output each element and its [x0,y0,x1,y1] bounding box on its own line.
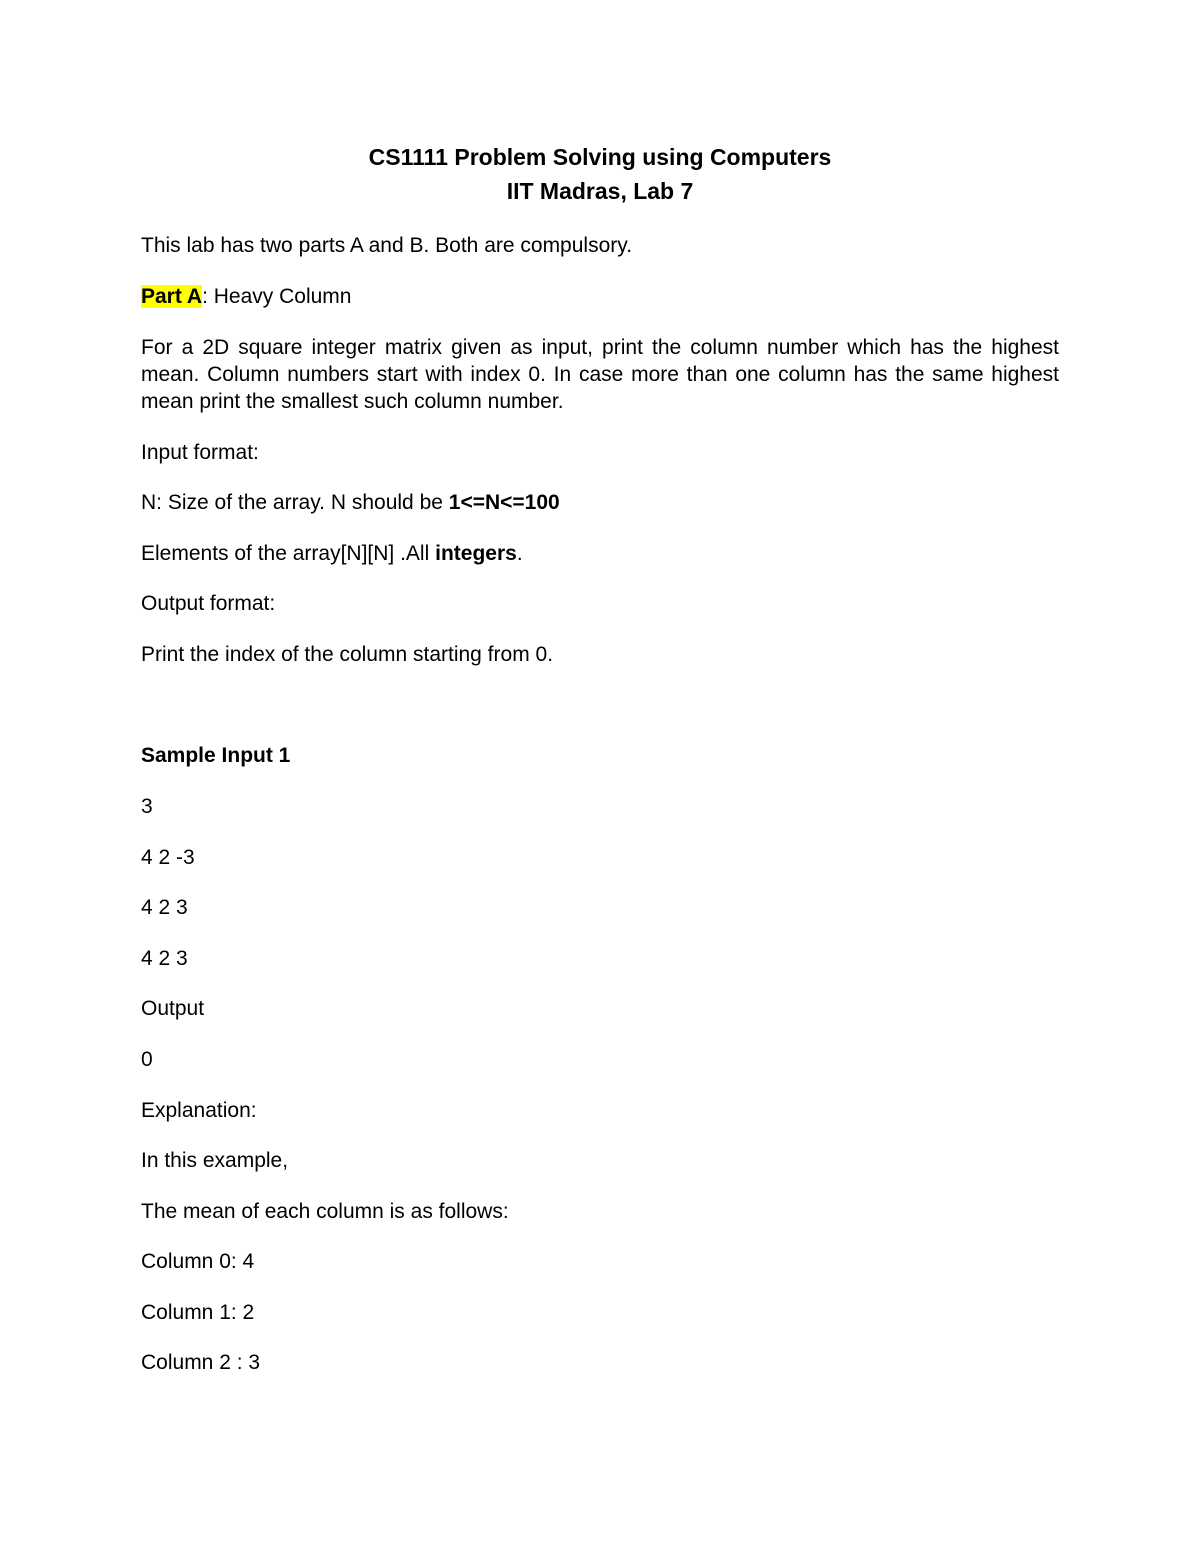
elements-text: Elements of the array[N][N] .All [141,542,436,565]
explanation-label: Explanation: [141,1099,257,1122]
sample-output-value: 0 [141,1048,153,1071]
title-line-course: CS1111 Problem Solving using Computers [368,144,832,170]
sample-input-line: 3 [141,795,153,818]
sample-output-label: Output [141,997,205,1020]
sample-input-line: 4 2 -3 [141,846,195,869]
n-line-text: N: Size of the array. N should be [141,491,449,514]
sample-input-line: 4 2 3 [141,896,188,919]
part-a-heading [141,283,1059,310]
output-format-heading: Output format: [141,592,276,615]
part-a-separator: : [202,285,214,308]
output-format-text: Print the index of the column starting from 0. [141,643,554,666]
explanation-line: In this example, [141,1149,289,1172]
input-format-heading: Input format: [141,441,259,464]
sample-input-heading: Sample Input 1 [141,744,291,767]
sample-input-line: 4 2 3 [141,947,188,970]
part-a-label: Part A [141,285,203,308]
n-constraint: 1<=N<=100 [448,491,560,514]
part-a-name: Heavy Column [213,285,352,308]
elements-type: integers [435,542,517,565]
elements-suffix: . [516,542,523,565]
explanation-line: Column 2 : 3 [141,1351,261,1374]
input-format-elements-line [141,540,1059,567]
document-title [0,140,1200,208]
input-format-n-line [141,489,1059,516]
explanation-line: Column 0: 4 [141,1250,255,1273]
part-a-description: For a 2D square integer matrix given as input, print the column number which has the highest mean. Column numbers start with index 0. In case more than one column has the same highest mean print the smallest such column number. [141,336,1059,413]
intro-text: This lab has two parts A and B. Both are compulsory. [141,234,633,257]
explanation-line: Column 1: 2 [141,1301,255,1324]
explanation-line: The mean of each column is as follows: [141,1200,509,1223]
title-line-lab: IIT Madras, Lab 7 [506,178,694,204]
